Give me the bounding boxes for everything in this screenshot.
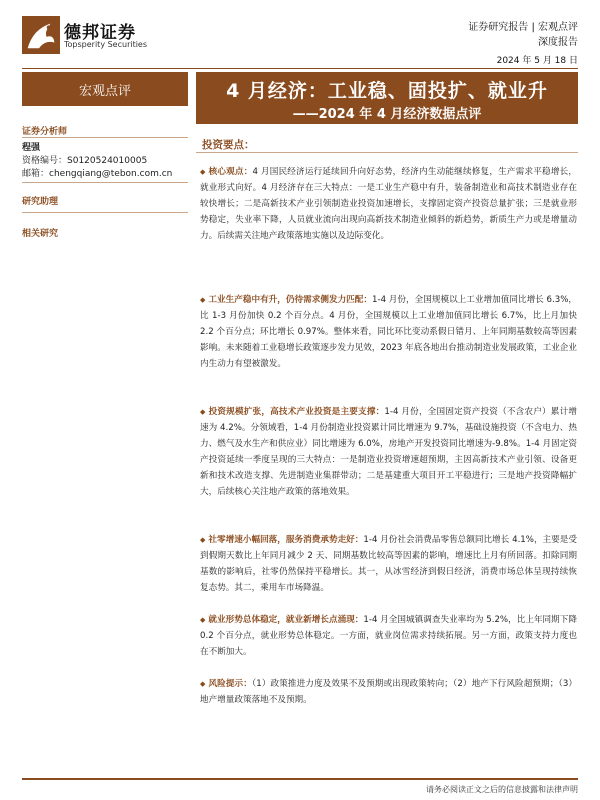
bullet-icon: ◆	[200, 536, 206, 544]
analyst-heading: 证券分析师	[22, 127, 68, 137]
cert-row	[22, 153, 147, 166]
bullet-icon: ◆	[200, 408, 206, 416]
footer-disclaimer-link[interactable]: 请务必阅读正文之后的信息披露和法律声明	[426, 785, 578, 794]
bullet-icon: ◆	[200, 296, 206, 304]
report-title: 4 月经济：工业稳、固投扩、就业升	[226, 80, 548, 102]
key-points-label: 投资要点：	[202, 139, 255, 151]
paragraph-lead: 风险提示：	[208, 679, 252, 689]
paragraph-risk	[200, 676, 577, 708]
paragraph-lead: 投资规模扩张，高技术产业投资是主要支撑：	[208, 407, 385, 417]
email-row	[22, 166, 172, 179]
paragraph-text: 1-4 月全国城镇调查失业率均为 5.2%，比上年同期下降 0.2 个百分点，就业形势总体稳定。一方面，就业岗位需求持续拓展。另一方面，政策支持力度也在不断加大。	[200, 615, 577, 657]
cert-label: 资格编号：	[22, 156, 68, 166]
paragraph-text: 1-4 月份，全国规模以上工业增加值同比增长 6.3%，比 1-3 月份加快 0.2 个百分点。4 月份，全国规模以上工业增加值同比增长 6.7%，比上月加快 2.2 个百分点；环比增长 0.97%。整体来看，同比环比变动系假日错月、上年同期基数较高等因素影响。未来随着工业稳增长政策逐步发力见效，2023 年底各地出台推动制造业发展政策，工业企业内生动力有望被激发。	[200, 295, 577, 369]
report-subtitle: ——2024 年 4 月经济数据点评	[292, 107, 482, 122]
paragraph-core-view	[200, 164, 577, 244]
sidebar-divider	[22, 182, 188, 183]
brand-name: 德邦证券	[64, 23, 136, 43]
report-subtype: 深度报告	[538, 37, 578, 48]
header-divider	[22, 68, 578, 69]
paragraph-lead: 工业生产稳中有升，仍待需求侧发力匹配：	[208, 295, 373, 305]
paragraph-employment	[200, 612, 577, 660]
paragraph-industry	[200, 292, 577, 372]
brand-logo-icon	[22, 16, 60, 54]
paragraph-lead: 就业形势总体稳定，就业新增长点涌现：	[208, 615, 364, 625]
analyst-name: 程强	[22, 143, 41, 153]
paragraph-text: 1-4 月份社会消费品零售总额同比增长 4.1%，主要是受到假期天数比上年同月减少 2 天、同期基数比较高等因素的影响，增速比上月有所回落。扣除同期基数的影响后，社零仍然保持平稳增长。其一，从冰雪经济到假日经济，消费市场总体呈现持续恢复态势。其二，乘用车市场降温。	[200, 535, 577, 593]
report-type: 证券研究报告 | 宏观点评	[468, 22, 578, 33]
key-points-divider	[196, 152, 578, 153]
sidebar-divider	[22, 212, 188, 213]
sidebar-divider	[22, 137, 188, 138]
cert-number: S0120524010005	[67, 156, 148, 166]
brand-name-english: Topsperity Securities	[64, 40, 148, 49]
paragraph-lead: 社零增速小幅回落，服务消费承势走好：	[208, 535, 364, 545]
email-link[interactable]: chengqiang@tebon.com.cn	[49, 169, 173, 179]
related-research-heading: 相关研究	[22, 229, 59, 239]
paragraph-lead: 核心观点：	[208, 167, 253, 177]
bullet-icon: ◆	[200, 168, 206, 176]
paragraph-consumption	[200, 532, 577, 596]
bullet-icon: ◆	[200, 616, 206, 624]
paragraph-text: （1）政策推进力度及效果不及预期或出现政策转向；（2）地产下行风险超预期；（3）地产增量政策落地不及预期。	[200, 679, 577, 705]
paragraph-text: 4 月国民经济运行延续回升向好态势，经济内生动能继续修复，生产需求平稳增长，就业形式向好。4 月经济存在三大特点：一是工业生产稳中有升，装备制造业和高技术制造业存在较快增长；二是高新技术产业引领制造业投资加速增长，支撑固定资产投资总量扩张；三是就业形势稳定，失业率下降，人员就业流向出现向高新技术制造业倾斜的新趋势，新质生产力或是增量动力。后续需关注地产政策落地实施以及边际变化。	[200, 167, 577, 241]
section-label: 宏观点评	[22, 72, 188, 106]
email-label: 邮箱：	[22, 169, 50, 179]
assistant-heading: 研究助理	[22, 197, 59, 207]
footer-divider	[22, 778, 578, 780]
report-date: 2024 年 5 月 18 日	[496, 56, 578, 66]
paragraph-investment	[200, 404, 577, 500]
title-banner	[196, 72, 578, 124]
bullet-icon: ◆	[200, 680, 206, 688]
paragraph-text: 1-4 月份，全国固定资产投资（不含农户）累计增速为 4.2%。分领域看，1-4 月份制造业投资累计同比增速为 9.7%，基础设施投资（不含电力、热力、燃气及水生产和供应业）同比增速为 6.0%，房地产开发投资同比增速为-9.8%。1-4 月固定资产投资延续一季度呈现的三大特点：一是制造业投资增速超预期，主因高新技术产业引领、设备更新和技术改造支撑、先进制造业集群带动；二是基建重大项目开工平稳进行；三是地产投资降幅扩大，后续核心关注地产政策的落地效果。	[200, 407, 577, 497]
